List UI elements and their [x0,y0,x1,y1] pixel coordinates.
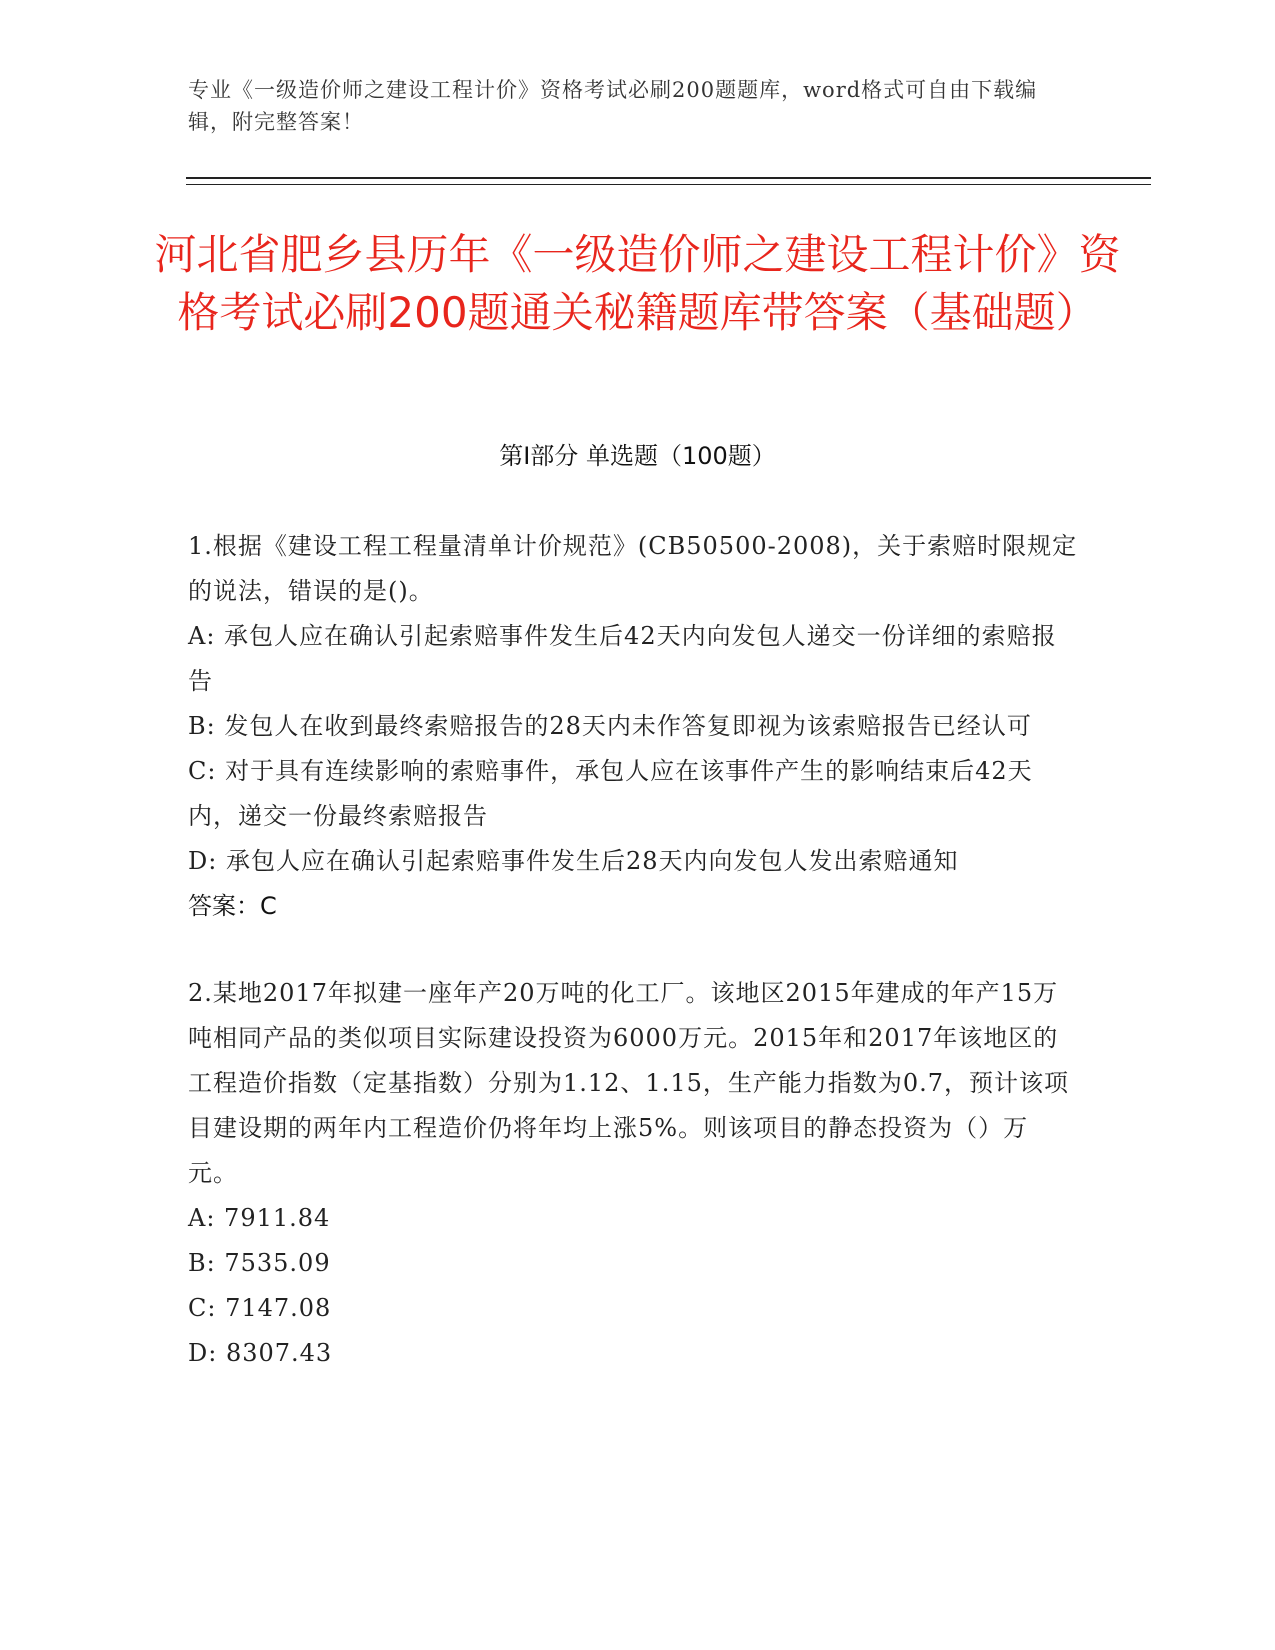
option-c: C: 对于具有连续影响的索赔事件，承包人应在该事件产生的影响结束后42天内，递交一份最终索赔报告 [188,757,1033,830]
header-note: 专业《一级造价师之建设工程计价》资格考试必刷200题题库，word格式可自由下载编辑，附完整答案！ [188,78,1038,134]
question-2 [188,971,1078,1376]
option-c: C: 7147.08 [188,1294,332,1322]
option-a: A: 承包人应在确认引起索赔事件发生后42天内向发包人递交一份详细的索赔报告 [188,622,1057,695]
option-d: D: 承包人应在确认引起索赔事件发生后28天内向发包人发出索赔通知 [188,847,959,875]
option-b: B: 发包人在收到最终索赔报告的28天内未作答复即视为该索赔报告已经认可 [188,712,1032,740]
option-d: D: 8307.43 [188,1339,333,1367]
option-a: A: 7911.84 [188,1204,331,1232]
question-text: 1.根据《建设工程工程量清单计价规范》(CB50500-2008)，关于索赔时限规定的说法，错误的是()。 [188,532,1078,605]
header-rule-thick [186,177,1151,179]
section-heading: 第I部分 单选题（100题） [499,442,776,470]
answer-line: 答案：C [188,892,277,920]
question-text: 2.某地2017年拟建一座年产20万吨的化工厂。该地区2015年建成的年产15万吨相同产品的类似项目实际建设投资为6000万元。2015年和2017年该地区的工程造价指数（定基指数）分别为1.12、1.15，生产能力指数为0.7，预计该项目建设期的两年内工程造价仍将年均上涨5%。则该项目的静态投资为（）万元。 [188,979,1070,1187]
header-rule-thin [186,184,1151,185]
document-title: 河北省肥乡县历年《一级造价师之建设工程计价》资格考试必刷200题通关秘籍题库带答案（基础题） [154,230,1121,337]
question-1 [188,524,1078,929]
option-b: B: 7535.09 [188,1249,331,1277]
question-list [188,524,1078,1376]
